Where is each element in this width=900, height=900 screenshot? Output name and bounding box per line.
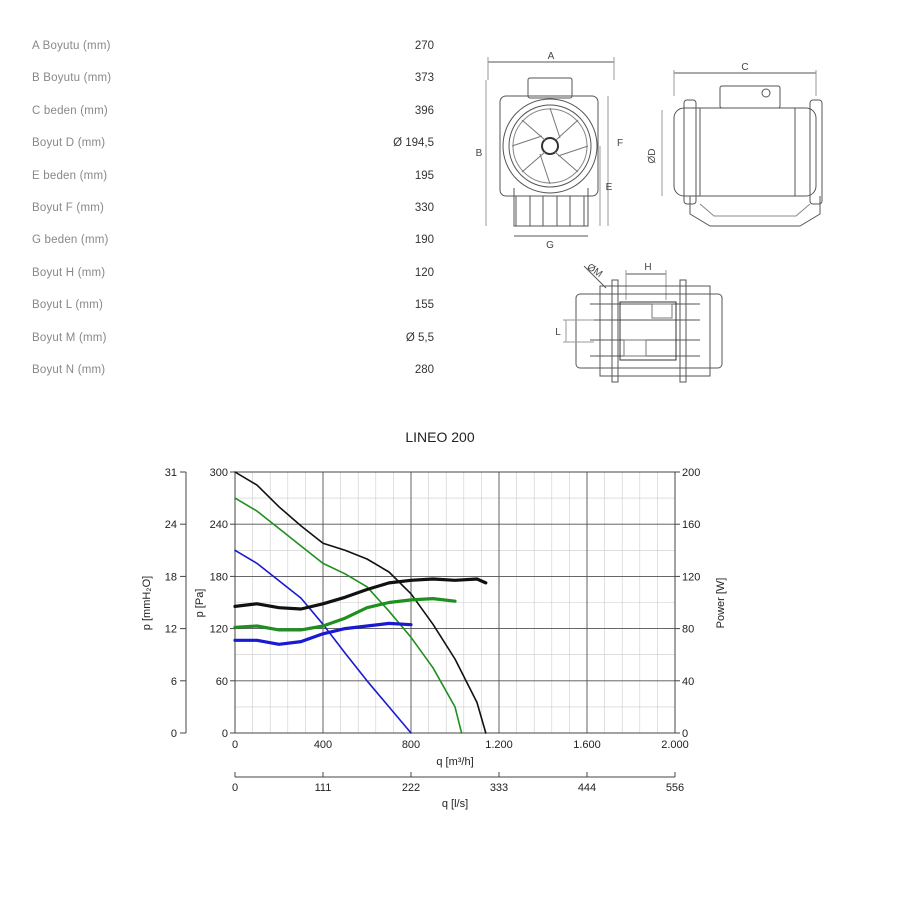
- spec-label: G beden (mm): [32, 234, 109, 247]
- spec-label: Boyut H (mm): [32, 266, 106, 279]
- spec-label: Boyut D (mm): [32, 137, 106, 150]
- y-tick-label-power: 120: [682, 571, 701, 584]
- x-tick-label: 1.200: [485, 739, 513, 751]
- x-tick-label: 1.600: [573, 739, 601, 751]
- plot-frame: [235, 472, 675, 733]
- dim-m-label: ØM: [584, 261, 605, 281]
- spec-label: A Boyutu (mm): [32, 40, 111, 52]
- dim-h-label: H: [644, 262, 652, 273]
- x-tick-label: 800: [401, 739, 421, 751]
- x-tick-label: 0: [231, 739, 239, 751]
- y-axis-label-power: Power [W]: [715, 577, 727, 629]
- x2-axis-label: q [l/s]: [441, 798, 469, 810]
- spec-value: 330: [414, 201, 434, 214]
- y-tick-label-mmh2o: 0: [170, 728, 177, 740]
- y-tick-label-pa: 180: [209, 571, 228, 584]
- dim-a-label: A: [547, 51, 555, 62]
- series-line-black-pressure: [235, 472, 486, 733]
- spec-label: Boyut N (mm): [32, 363, 106, 376]
- x2-tick-label: 444: [577, 782, 597, 794]
- y-tick-label-mmh2o: 18: [164, 571, 177, 584]
- spec-value: 270: [414, 40, 434, 52]
- spec-label: Boyut M (mm): [32, 331, 107, 344]
- spec-value: 373: [414, 72, 434, 85]
- x2-tick-label: 0: [231, 782, 239, 794]
- series-line-green-pressure: [235, 498, 462, 733]
- spec-label: Boyut F (mm): [32, 201, 105, 214]
- spec-label: C beden (mm): [32, 104, 108, 117]
- spec-value: 120: [414, 266, 434, 279]
- series-line-green-power: [235, 599, 455, 630]
- y-tick-label-pa: 300: [209, 467, 228, 479]
- grid-major: [235, 472, 675, 733]
- dim-l-label: L: [555, 327, 561, 338]
- x2-tick-label: 333: [489, 782, 509, 794]
- x2-tick-label: 222: [401, 782, 421, 794]
- spec-value: 195: [414, 169, 434, 182]
- y-tick-label-power: 40: [682, 675, 695, 688]
- dim-b-label: B: [475, 148, 483, 159]
- series-line-blue-power: [235, 623, 411, 644]
- front-view-drawing: [486, 57, 614, 236]
- dim-d-label: ØD: [647, 148, 658, 164]
- y-tick-label-power: 80: [682, 623, 695, 636]
- spec-value: 155: [414, 299, 434, 312]
- x-tick-label: 2.000: [661, 739, 689, 751]
- curves: [235, 472, 486, 733]
- axis-labels: [165, 467, 701, 794]
- spec-value: 280: [414, 363, 434, 376]
- y-tick-label-pa: 0: [221, 728, 228, 740]
- y-tick-label-mmh2o: 6: [170, 675, 177, 688]
- spec-label: Boyut L (mm): [32, 299, 103, 312]
- spec-value: Ø 5,5: [405, 331, 434, 344]
- chart-title: LINEO 200: [405, 429, 475, 445]
- technical-drawings: [0, 0, 900, 400]
- series-line-black-power: [235, 579, 486, 609]
- dim-c-label: C: [741, 62, 749, 73]
- spec-label: B Boyutu (mm): [32, 72, 112, 85]
- x-tick-label: 400: [313, 739, 333, 751]
- series-line-blue-pressure: [235, 550, 411, 733]
- y-axis-label-pa: p [Pa]: [194, 588, 206, 618]
- dim-g-label: G: [546, 240, 554, 251]
- y-tick-label-mmh2o: 31: [164, 467, 177, 479]
- side-view-drawing: [662, 70, 822, 226]
- y-tick-label-pa: 240: [209, 519, 228, 532]
- y-tick-label-mmh2o: 12: [164, 623, 177, 636]
- mount-view-drawing: [563, 266, 722, 382]
- dim-f-label: F: [616, 138, 624, 149]
- x2-tick-label: 111: [314, 782, 332, 794]
- grid-minor: [235, 472, 675, 733]
- spec-value: 190: [414, 234, 434, 247]
- x-axis-label: q [m³/h]: [436, 756, 474, 768]
- y-tick-label-power: 0: [682, 728, 689, 740]
- dim-e-label: E: [605, 182, 613, 193]
- y-axis-label-mmh2o: p [mmH₂O]: [141, 575, 153, 631]
- spec-value: Ø 194,5: [393, 137, 434, 150]
- y-tick-label-pa: 120: [209, 623, 228, 636]
- y-tick-label-pa: 60: [215, 675, 228, 688]
- spec-label: E beden (mm): [32, 169, 108, 182]
- x2-tick-label: 556: [665, 782, 685, 794]
- y-tick-label-mmh2o: 24: [164, 519, 177, 532]
- y-tick-label-power: 200: [682, 467, 701, 479]
- y-tick-label-power: 160: [682, 519, 701, 532]
- spec-value: 396: [414, 104, 434, 117]
